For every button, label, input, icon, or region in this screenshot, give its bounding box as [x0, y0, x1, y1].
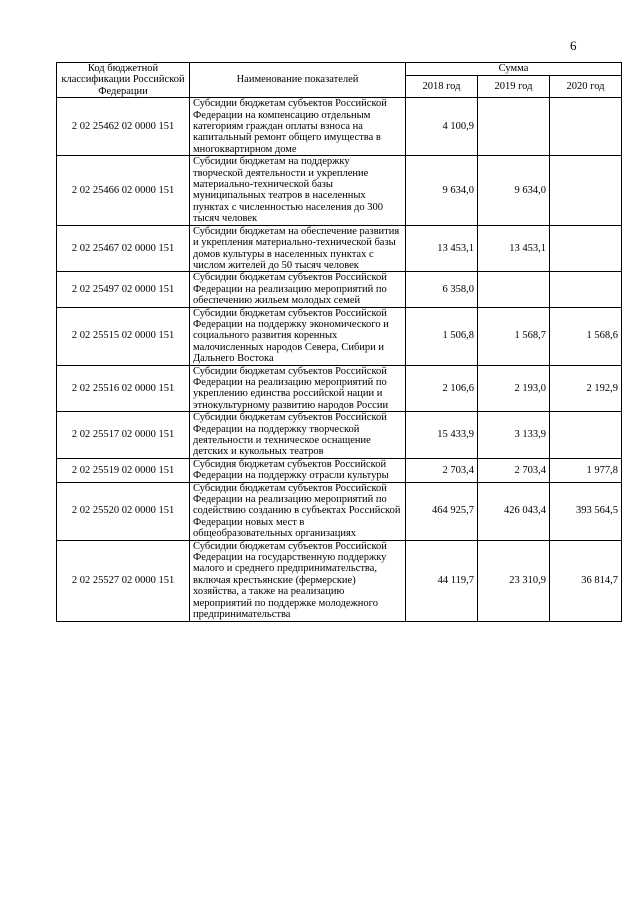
- page-number: 6: [570, 38, 577, 53]
- row-amount-2018: 2 106,6: [406, 365, 478, 412]
- row-amount-2019: 1 568,7: [478, 307, 550, 365]
- row-amount-2020: [550, 412, 622, 459]
- row-amount-2020: 36 814,7: [550, 540, 622, 621]
- row-code: 2 02 25519 02 0000 151: [57, 458, 190, 482]
- table-row: [57, 365, 622, 412]
- row-name: Субсидии бюджетам субъектов Российской Федерации на поддержку творческой деятельности и техническое оснащение детских и кукольных театров: [190, 412, 406, 459]
- row-amount-2019: 2 703,4: [478, 458, 550, 482]
- table-row: [57, 225, 622, 272]
- row-amount-2018: 1 506,8: [406, 307, 478, 365]
- table-row: [57, 482, 622, 540]
- row-amount-2018: 15 433,9: [406, 412, 478, 459]
- table-row: [57, 540, 622, 621]
- row-amount-2018: 13 453,1: [406, 225, 478, 272]
- budget-table: [56, 62, 622, 622]
- row-name: Субсидии бюджетам субъектов Российской Федерации на реализацию мероприятий по обеспечению жильем молодых семей: [190, 272, 406, 307]
- row-code: 2 02 25516 02 0000 151: [57, 365, 190, 412]
- row-amount-2020: [550, 225, 622, 272]
- row-amount-2020: [550, 98, 622, 156]
- table-row: [57, 98, 622, 156]
- row-name: Субсидии бюджетам на обеспечение развития и укрепления материально-технической базы домов культуры в населенных пунктах с числом жителей до 50 тысяч человек: [190, 225, 406, 272]
- header-year-2019: 2019 год: [478, 76, 550, 98]
- header-sum: Сумма: [406, 63, 622, 76]
- row-amount-2018: 4 100,9: [406, 98, 478, 156]
- row-amount-2018: 464 925,7: [406, 482, 478, 540]
- row-amount-2019: 426 043,4: [478, 482, 550, 540]
- row-amount-2019: 9 634,0: [478, 156, 550, 225]
- table-row: [57, 458, 622, 482]
- row-code: 2 02 25517 02 0000 151: [57, 412, 190, 459]
- row-code: 2 02 25520 02 0000 151: [57, 482, 190, 540]
- row-amount-2020: 1 977,8: [550, 458, 622, 482]
- header-row: [57, 63, 622, 76]
- row-amount-2018: 2 703,4: [406, 458, 478, 482]
- header-year-2020: 2020 год: [550, 76, 622, 98]
- row-name: Субсидия бюджетам субъектов Российской Федерации на поддержку отрасли культуры: [190, 458, 406, 482]
- row-name: Субсидии бюджетам субъектов Российской Федерации на государственную поддержку малого и среднего предпринимательства, включая крестьянские (фермерские) хозяйства, а также на реализацию мероприятий по поддержке молодежного предпринимательства: [190, 540, 406, 621]
- row-amount-2019: 3 133,9: [478, 412, 550, 459]
- row-code: 2 02 25467 02 0000 151: [57, 225, 190, 272]
- row-name: Субсидии бюджетам субъектов Российской Федерации на реализацию мероприятий по укреплению единства российской нации и этнокультурному развитию народов России: [190, 365, 406, 412]
- row-amount-2020: 1 568,6: [550, 307, 622, 365]
- row-amount-2019: 13 453,1: [478, 225, 550, 272]
- row-code: 2 02 25497 02 0000 151: [57, 272, 190, 307]
- header-code: Код бюджетной классификации Российской Федерации: [57, 63, 190, 98]
- table-row: [57, 272, 622, 307]
- row-amount-2020: [550, 156, 622, 225]
- row-name: Субсидии бюджетам субъектов Российской Федерации на реализацию мероприятий по содействию созданию в субъектах Российской Федерации новых мест в общеобразовательных организациях: [190, 482, 406, 540]
- header-name: Наименование показателей: [190, 63, 406, 98]
- row-amount-2020: [550, 272, 622, 307]
- row-code: 2 02 25527 02 0000 151: [57, 540, 190, 621]
- row-code: 2 02 25462 02 0000 151: [57, 98, 190, 156]
- row-code: 2 02 25466 02 0000 151: [57, 156, 190, 225]
- row-amount-2019: [478, 98, 550, 156]
- row-name: Субсидии бюджетам на поддержку творческой деятельности и укрепление материально-технической базы муниципальных театров в населенных пунктах с численностью населения до 300 тысяч человек: [190, 156, 406, 225]
- row-name: Субсидии бюджетам субъектов Российской Федерации на поддержку экономического и социального развития коренных малочисленных народов Севера, Сибири и Дальнего Востока: [190, 307, 406, 365]
- row-amount-2020: 393 564,5: [550, 482, 622, 540]
- row-amount-2019: [478, 272, 550, 307]
- row-code: 2 02 25515 02 0000 151: [57, 307, 190, 365]
- row-amount-2018: 9 634,0: [406, 156, 478, 225]
- table-row: [57, 307, 622, 365]
- table-row: [57, 156, 622, 225]
- row-amount-2019: 23 310,9: [478, 540, 550, 621]
- header-year-2018: 2018 год: [406, 76, 478, 98]
- row-amount-2019: 2 193,0: [478, 365, 550, 412]
- row-amount-2018: 6 358,0: [406, 272, 478, 307]
- row-amount-2018: 44 119,7: [406, 540, 478, 621]
- row-amount-2020: 2 192,9: [550, 365, 622, 412]
- row-name: Субсидии бюджетам субъектов Российской Федерации на компенсацию отдельным категориям граждан оплаты взноса на капитальный ремонт общего имущества в многоквартирном доме: [190, 98, 406, 156]
- table-row: [57, 412, 622, 459]
